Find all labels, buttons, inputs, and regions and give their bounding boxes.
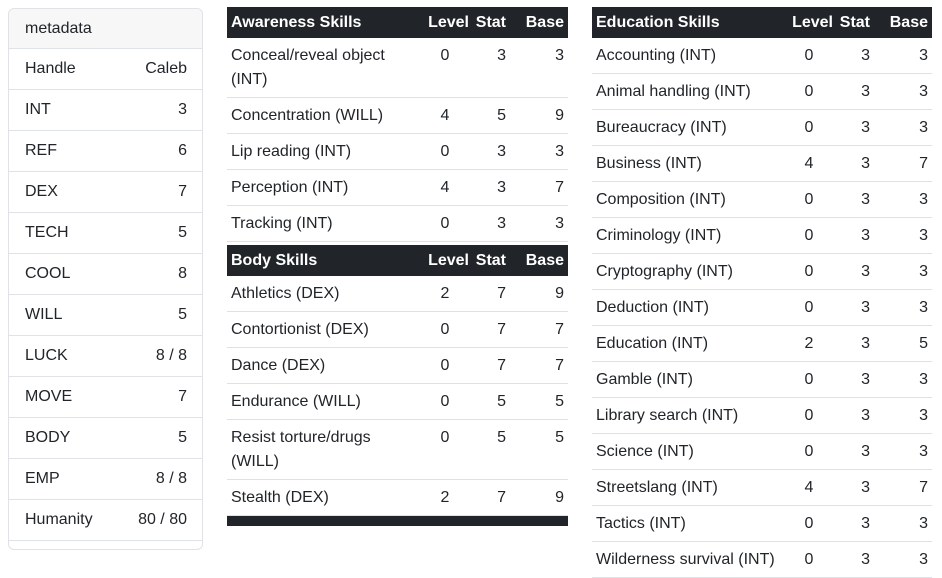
skill-level: 0 [421, 206, 469, 242]
skill-row [227, 384, 568, 420]
skill-name: Streetslang (INT) [592, 470, 785, 506]
body-skills-title: Body Skills [227, 245, 421, 276]
skill-base: 9 [510, 480, 568, 516]
skill-row [592, 254, 932, 290]
skill-base: 3 [874, 506, 932, 542]
skill-row [227, 38, 568, 98]
metadata-row [9, 295, 202, 336]
skill-level: 0 [785, 74, 833, 110]
skill-row [227, 170, 568, 206]
skill-name: Education (INT) [592, 326, 785, 362]
skill-stat: 3 [833, 218, 874, 254]
body-skills-header-row [227, 245, 568, 276]
skill-row [592, 470, 932, 506]
skill-level: 0 [785, 290, 833, 326]
skill-name: Animal handling (INT) [592, 74, 785, 110]
skill-row [227, 276, 568, 312]
metadata-row [9, 418, 202, 459]
skill-base: 3 [874, 434, 932, 470]
metadata-value: 5 [178, 224, 187, 241]
metadata-header: metadata [9, 9, 202, 49]
skill-level: 2 [421, 480, 469, 516]
stat-column-header: Stat [469, 7, 510, 38]
skill-level: 0 [785, 38, 833, 74]
metadata-value: 8 / 8 [155, 470, 187, 487]
stat-column-header: Stat [469, 245, 510, 276]
skill-level: 0 [785, 218, 833, 254]
education-skills-header-row [592, 7, 932, 38]
skill-name: Deduction (INT) [592, 290, 785, 326]
skill-name: Cryptography (INT) [592, 254, 785, 290]
skill-base: 9 [510, 98, 568, 134]
skill-stat: 3 [833, 506, 874, 542]
skill-level: 0 [421, 134, 469, 170]
level-column-header: Level [421, 7, 469, 38]
skill-row [227, 420, 568, 480]
skill-stat: 3 [469, 170, 510, 206]
skill-base: 3 [510, 38, 568, 98]
skill-row [592, 326, 932, 362]
skill-row [227, 312, 568, 348]
skill-name: Athletics (DEX) [227, 276, 421, 312]
skill-base: 3 [874, 38, 932, 74]
skill-row [592, 434, 932, 470]
metadata-label: EMP [25, 470, 60, 487]
skill-level: 0 [785, 182, 833, 218]
skill-level: 2 [785, 326, 833, 362]
metadata-card [8, 8, 203, 550]
skill-row [227, 206, 568, 242]
skill-row [592, 74, 932, 110]
skill-base: 9 [510, 276, 568, 312]
skill-name: Composition (INT) [592, 182, 785, 218]
skill-stat: 7 [469, 348, 510, 384]
metadata-value: 5 [178, 306, 187, 323]
skill-name: Tracking (INT) [227, 206, 421, 242]
skill-name: Business (INT) [592, 146, 785, 182]
metadata-row [9, 500, 202, 541]
skill-base: 7 [510, 170, 568, 206]
base-column-header: Base [874, 7, 932, 38]
education-skills-table [592, 7, 932, 578]
skill-stat: 5 [469, 98, 510, 134]
skill-base: 5 [874, 326, 932, 362]
skill-row [592, 38, 932, 74]
skill-name: Tactics (INT) [592, 506, 785, 542]
skill-name: Science (INT) [592, 434, 785, 470]
metadata-label: MOVE [25, 388, 73, 405]
skill-stat: 3 [469, 206, 510, 242]
metadata-list [9, 49, 202, 541]
skill-name: Contortionist (DEX) [227, 312, 421, 348]
skill-level: 4 [421, 170, 469, 206]
skill-base: 3 [874, 398, 932, 434]
stat-column-header: Stat [833, 7, 874, 38]
skill-stat: 3 [833, 182, 874, 218]
skill-row [592, 182, 932, 218]
education-skills-title: Education Skills [592, 7, 785, 38]
skill-base: 3 [874, 182, 932, 218]
skill-name: Concentration (WILL) [227, 98, 421, 134]
base-column-header: Base [510, 7, 568, 38]
metadata-value: 8 / 8 [155, 347, 187, 364]
metadata-value: 8 [178, 265, 187, 282]
metadata-label: LUCK [25, 347, 68, 364]
skill-stat: 3 [833, 542, 874, 578]
skill-stat: 3 [833, 470, 874, 506]
metadata-row [9, 459, 202, 500]
metadata-row [9, 131, 202, 172]
metadata-row [9, 172, 202, 213]
skill-base: 7 [874, 146, 932, 182]
skill-level: 2 [421, 276, 469, 312]
metadata-label: TECH [25, 224, 69, 241]
skill-stat: 3 [833, 290, 874, 326]
skill-stat: 3 [833, 362, 874, 398]
skill-name: Wilderness survival (INT) [592, 542, 785, 578]
skill-base: 5 [510, 384, 568, 420]
skill-name: Bureaucracy (INT) [592, 110, 785, 146]
metadata-label: BODY [25, 429, 71, 446]
skill-base: 3 [874, 362, 932, 398]
skill-level: 4 [421, 98, 469, 134]
skill-level: 0 [785, 434, 833, 470]
skill-level: 0 [421, 38, 469, 98]
awareness-skills-table [227, 7, 568, 242]
skill-row [592, 398, 932, 434]
skill-name: Perception (INT) [227, 170, 421, 206]
skill-base: 3 [874, 290, 932, 326]
skill-row [592, 110, 932, 146]
skill-level: 0 [421, 384, 469, 420]
next-table-header [227, 516, 568, 526]
skill-stat: 3 [469, 38, 510, 98]
metadata-value: 7 [178, 183, 187, 200]
skill-stat: 3 [833, 146, 874, 182]
metadata-label: WILL [25, 306, 63, 323]
skill-name: Resist torture/drugs (WILL) [227, 420, 421, 480]
skill-name: Endurance (WILL) [227, 384, 421, 420]
skill-row [592, 146, 932, 182]
skill-stat: 3 [833, 38, 874, 74]
metadata-value: 3 [178, 101, 187, 118]
level-column-header: Level [785, 7, 833, 38]
metadata-label: Humanity [25, 511, 93, 528]
metadata-row [9, 90, 202, 131]
skill-base: 3 [874, 254, 932, 290]
skill-level: 4 [785, 146, 833, 182]
skill-base: 3 [874, 74, 932, 110]
skill-name: Stealth (DEX) [227, 480, 421, 516]
metadata-label: REF [25, 142, 57, 159]
level-column-header: Level [421, 245, 469, 276]
metadata-label: INT [25, 101, 51, 118]
skill-level: 0 [785, 506, 833, 542]
skill-stat: 3 [833, 254, 874, 290]
skill-level: 0 [785, 542, 833, 578]
skill-name: Gamble (INT) [592, 362, 785, 398]
skill-name: Conceal/reveal object (INT) [227, 38, 421, 98]
metadata-row [9, 336, 202, 377]
skill-stat: 3 [469, 134, 510, 170]
skill-name: Lip reading (INT) [227, 134, 421, 170]
skill-base: 7 [874, 470, 932, 506]
skill-level: 0 [785, 362, 833, 398]
metadata-value: 6 [178, 142, 187, 159]
skill-base: 3 [874, 218, 932, 254]
skill-stat: 7 [469, 312, 510, 348]
skill-row [227, 348, 568, 384]
metadata-label: Handle [25, 60, 76, 77]
skill-level: 0 [421, 348, 469, 384]
awareness-skills-title: Awareness Skills [227, 7, 421, 38]
metadata-row [9, 49, 202, 90]
skill-row [592, 218, 932, 254]
skill-stat: 5 [469, 384, 510, 420]
base-column-header: Base [510, 245, 568, 276]
skill-row [227, 480, 568, 516]
skill-base: 5 [510, 420, 568, 480]
skill-base: 7 [510, 312, 568, 348]
skill-level: 0 [421, 420, 469, 480]
skill-base: 3 [510, 134, 568, 170]
metadata-row [9, 254, 202, 295]
skill-row [592, 290, 932, 326]
metadata-value: 5 [178, 429, 187, 446]
skill-level: 0 [785, 110, 833, 146]
body-skills-table [227, 245, 568, 516]
metadata-label: COOL [25, 265, 71, 282]
skill-row [227, 134, 568, 170]
skill-level: 0 [785, 398, 833, 434]
skill-stat: 3 [833, 110, 874, 146]
skill-stat: 7 [469, 480, 510, 516]
metadata-value: 7 [178, 388, 187, 405]
skill-stat: 3 [833, 434, 874, 470]
skill-stat: 3 [833, 326, 874, 362]
skill-row [227, 98, 568, 134]
skill-row [592, 542, 932, 578]
skill-base: 3 [874, 110, 932, 146]
skill-stat: 3 [833, 398, 874, 434]
metadata-row [9, 213, 202, 254]
skill-level: 4 [785, 470, 833, 506]
skill-stat: 5 [469, 420, 510, 480]
metadata-value: 80 / 80 [138, 511, 187, 528]
skill-level: 0 [785, 254, 833, 290]
metadata-label: DEX [25, 183, 58, 200]
awareness-skills-header-row [227, 7, 568, 38]
skill-name: Criminology (INT) [592, 218, 785, 254]
metadata-row [9, 377, 202, 418]
skill-level: 0 [421, 312, 469, 348]
skill-base: 3 [874, 542, 932, 578]
skill-name: Dance (DEX) [227, 348, 421, 384]
skill-name: Accounting (INT) [592, 38, 785, 74]
skill-stat: 7 [469, 276, 510, 312]
skill-stat: 3 [833, 74, 874, 110]
skill-name: Library search (INT) [592, 398, 785, 434]
skill-base: 3 [510, 206, 568, 242]
skill-row [592, 362, 932, 398]
skill-base: 7 [510, 348, 568, 384]
metadata-value: Caleb [145, 60, 187, 77]
